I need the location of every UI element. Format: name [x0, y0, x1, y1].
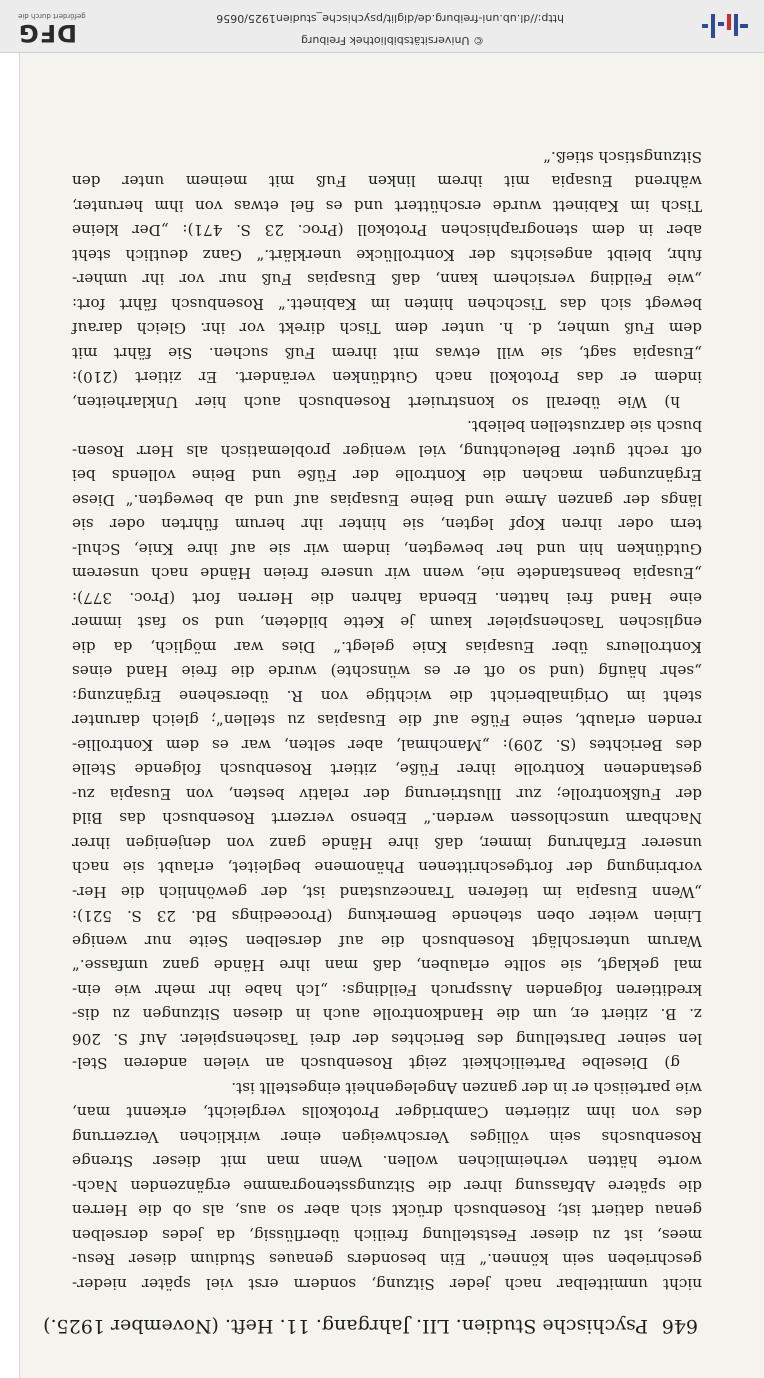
text-line: des von ihm zitierten Cambridger Protokolls vergleicht, erkennt man, [72, 1103, 702, 1122]
text-line: während Eusapia mit ihrem linken Fuß mit meinem unter den [72, 172, 702, 191]
text-line: Kontrolleurs über Eusapias Knie gelegt.“ Dies war möglich, da die [72, 638, 702, 656]
text-line: tern oder ihren Kopf legten, sie hinter ihr herum führten oder sie [72, 515, 702, 534]
page-header [43, 1307, 698, 1337]
text-line: bewegt sich das Tischchen hinten im Kabinett.“ Rosenbusch fährt fort: [72, 295, 702, 313]
text-line: eine Hand frei hatten. Ebenda fahren die Herren fort (Proc. 377): [72, 589, 702, 607]
text-line: indem er das Protokoll nach Gutdünken verändert. Er zitiert (210): [72, 368, 702, 387]
text-line: wie parteiisch er in der ganzen Angelegenheit eingestellt ist. [231, 1079, 702, 1097]
text-line: Ergänzungen machen die Kontrolle der Füße und Beine vollends bei [72, 466, 702, 485]
running-title: Psychische Studien. LII. Jahrgang. 11. Heft. (November 1925.) [43, 1315, 648, 1337]
text-line: fuhr, bleibt angesichts der Kontrollücke unerklärt.“ Ganz deutlich steht [72, 246, 702, 264]
text-line: kreditieren folgenden Ausspruch Feildings: „Ich habe ihr mehr wie ein- [72, 981, 702, 999]
text-line: Gutdünken hin und her bewegten, indem wir sie auf ihre Knie, Schul- [72, 540, 702, 558]
text-line: die spätere Abfassung ihrer die Sitzungsstenogramme ergänzenden Nach- [72, 1177, 702, 1195]
text-line: „Wenn Eusapia im tieferen Trancezustand ist, der gewöhnlich die Her- [72, 883, 702, 901]
text-line: g) Dieselbe Parteilichkeit zeigt Rosenbusch an vielen anderen Stel- [72, 1054, 680, 1073]
text-line: Nachbarn umschlossen werden.“ Ebenso verzerrt Rosenbusch das Bild [72, 809, 702, 828]
text-line: nicht unmittelbar nach jeder Sitzung, sondern erst viel später nieder- [72, 1275, 702, 1293]
text-line: aber in dem stenographischen Protokoll (Proc. 23 S. 471): „Der kleine [72, 221, 702, 240]
scanned-paper [19, 53, 764, 1378]
text-line: renden erlaubt, seine Füße auf die Eusapias zu stellen“; gleich darunter [72, 711, 702, 730]
university-library-logo [700, 10, 748, 40]
text-line: worte hätten verheimlichen wollen. Wenn man mit dieser Strenge [72, 1152, 702, 1171]
text-line: Warum unterschlägt Rosenbusch die auf derselben Seite nur wenige [72, 932, 702, 950]
text-line: „Eusapia sagt, sie will etwas mit ihrem Fuß suchen. Sie fährt mit [72, 344, 702, 362]
text-line: längs der ganzen Arme und Beine Eusapias auf und ab bewegten.“ Diese [72, 491, 702, 509]
permalink-url[interactable]: http://dl.ub.uni-freiburg.de/diglit/psychische_studien1925/0656 [216, 12, 564, 25]
copyright-credit: © Universitätsbibliothek Freiburg [301, 34, 484, 47]
text-line: der Fußkontrolle; zur Illustrierung der relativ besten, von Eusapia zu- [72, 785, 702, 803]
text-line: „sehr häufig (und so oft er es wünschte) wurde die freie Hand eines [72, 662, 702, 681]
text-line: dem Fuß umher, d. h. unter dem Tisch direkt vor ihr. Gleich darauf [72, 319, 702, 338]
text-line: gestandenen Kontrolle ihrer Füße, zitiert Rosenbusch folgende Stelle [72, 760, 702, 779]
text-line: Tisch im Kabinett wurde erschüttert und es fiel etwas von ihm herunter, [72, 197, 702, 215]
dfg-funding-logo [18, 12, 86, 46]
text-line: „wie Feilding versichern kann, daß Eusapias Fuß nur vor ihr umher- [72, 270, 702, 289]
body-text [72, 145, 702, 1297]
text-line: Sitzungstisch stieß.“ [543, 148, 702, 166]
text-line: vorbringung der fortgeschrittenen Phänomene begleitet, erlaubt sie nach [72, 858, 702, 877]
dfg-note: gefördert durch die [18, 12, 86, 20]
text-line: genau datiert ist; Rosenbusch drückt sich aber so aus, als ob die Herren [72, 1201, 702, 1220]
text-line: Rosenbuschs sein völliges Verschweigen einer wirklichen Verzerrung [72, 1128, 702, 1146]
viewer-footer [0, 0, 764, 53]
text-line: len seiner Darstellung des Berichtes der drei Taschenspieler. Auf S. 206 [72, 1030, 702, 1048]
text-line: englischen Taschenspieler kaum je Kette bildeten, und so fast immer [72, 613, 702, 632]
text-line: geschrieben sein können.“ Ein besonders genaues Studium dieser Resu- [72, 1250, 702, 1269]
text-line: des Berichtes (S. 209): „Manchmal, aber selten, war es dem Kontrollie- [72, 736, 702, 754]
text-line: busch sie darzustellen beliebt. [467, 417, 702, 436]
dfg-mark: DFG [18, 19, 78, 47]
text-line: mees, ist zu dieser Feststellung freilich überflüssig, da jedes derselben [72, 1226, 702, 1244]
page-number: 646 [661, 1315, 698, 1337]
text-line: Linien weiter oben stehende Bemerkung (Proceedings Bd. 23 S. 521): [72, 907, 702, 926]
text-line: z. B. zitiert er, um die Handkontrolle auch in diesen Sitzungen zu dis- [72, 1005, 702, 1024]
text-line: mal geklagt, sie sollte erlauben, daß man ihre Hände ganz umfasse.“ [72, 956, 702, 975]
text-line: oft recht guter Beleuchtung, viel weniger problematisch als Herr Rosen- [72, 442, 702, 460]
text-line: unserer Erfahrung immer, daß ihre Hände ganz von denjenigen ihrer [72, 834, 702, 852]
text-line: steht im Originalbericht die wichtige von R. übersehene Ergänzung: [72, 687, 702, 705]
text-line: „Eusapia beanstandete nie, wenn wir unsere freien Hände nach unserem [72, 564, 702, 583]
text-line: h) Wie überall so konstruiert Rosenbusch auch hier Unklarheiten, [72, 393, 680, 411]
